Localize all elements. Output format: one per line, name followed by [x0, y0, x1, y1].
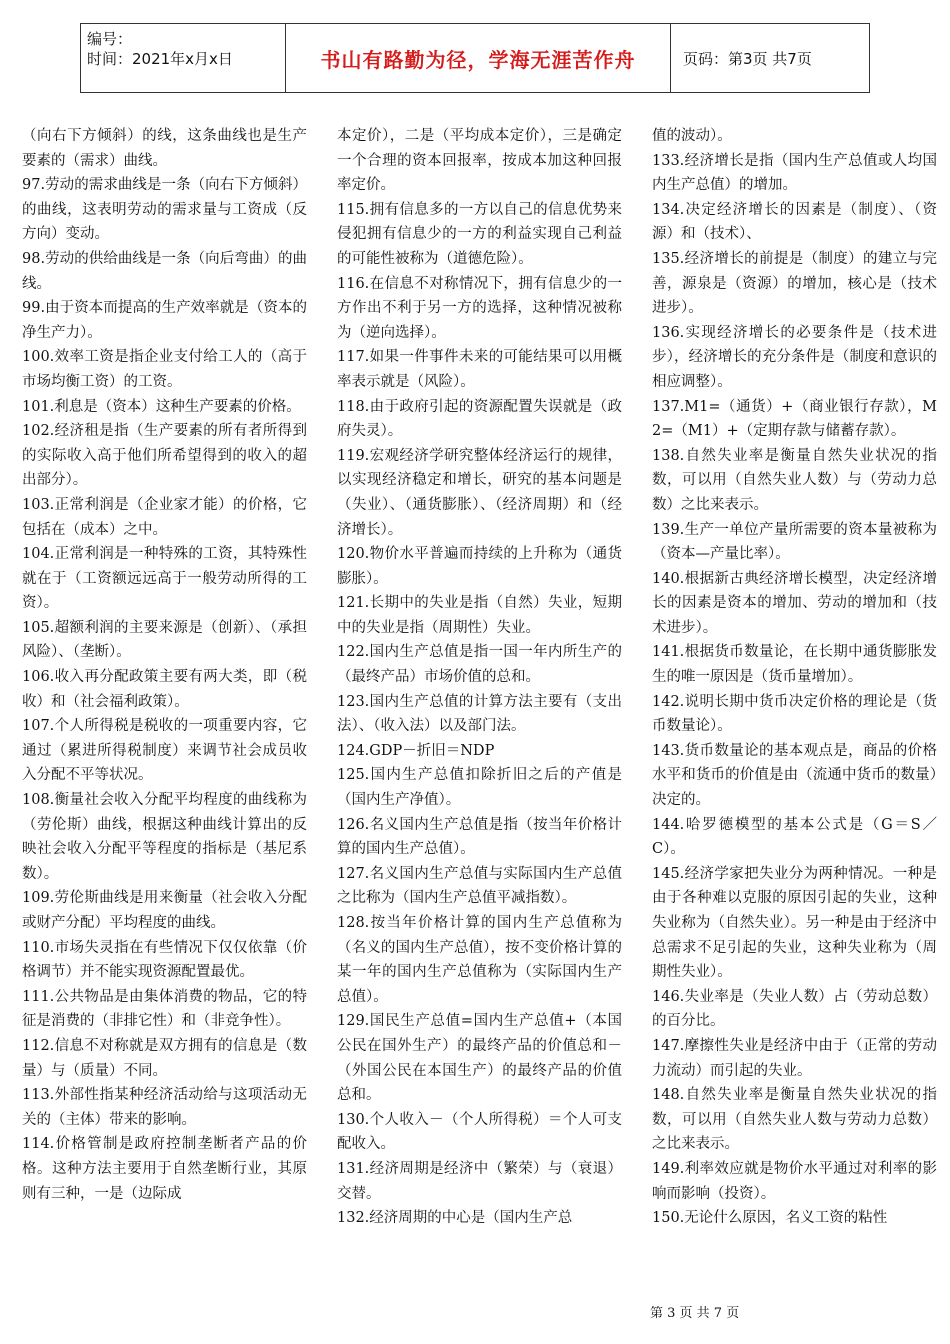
column-2 [337, 124, 622, 1294]
paragraph: 132.经济周期的中心是（国内生产总 [337, 1210, 573, 1227]
column-1 [22, 124, 307, 1294]
paragraph: 109.劳伦斯曲线是用来衡量（社会收入分配或财产分配）平均程度的曲线。 [22, 890, 307, 931]
paragraph: 113.外部性指某种经济活动给与这项活动无关的（主体）带来的影响。 [22, 1087, 307, 1128]
paragraph: 115.拥有信息多的一方以自己的信息优势来侵犯拥有信息少的一方的利益实现自己利益的可能性被称为（道德危险）。 [337, 201, 622, 267]
paragraph: 120.物价水平普遍而持续的上升称为（通货膨胀）。 [337, 546, 622, 587]
paragraph: 137.M1=（通货）+（商业银行存款），M2=（M1）+（定期存款与储蓄存款）。 [652, 398, 937, 440]
paragraph: 145.经济学家把失业分为两种情况。一种是由于各种难以克服的原因引起的失业，这种失业称为（自然失业）。另一种是由于经济中总需求不足引起的失业，这种失业称为（周期性失业）。 [652, 865, 937, 981]
paragraph: 146.失业率是（失业人数）占（劳动总数）的百分比。 [652, 988, 937, 1030]
paragraph: 135.经济增长的前提是（制度）的建立与完善，源泉是（资源）的增加，核心是（技术进步）。 [652, 250, 937, 317]
paragraph: （向右下方倾斜）的线，这条曲线也是生产要素的（需求）曲线。 [22, 128, 307, 169]
header-motto: 书山有路勤为径，学海无涯苦作舟 [286, 24, 671, 92]
paragraph: 148.自然失业率是衡量自然失业状况的指数，可以用（自然失业人数与劳动力总数）之比来表示。 [652, 1087, 937, 1153]
paragraph: 123.国内生产总值的计算方法主要有（支出法）、（收入法）以及部门法。 [337, 693, 622, 735]
paragraph: 138.自然失业率是衡量自然失业状况的指数，可以用（自然失业人数）与（劳动力总数）之比来表示。 [652, 447, 937, 513]
paragraph: 149.利率效应就是物价水平通过对利率的影响而影响（投资）。 [652, 1160, 937, 1202]
page-footer: 第 3 页 共 7 页 [650, 1306, 740, 1321]
document-date: 时间：2021年x月x日 [87, 50, 233, 68]
paragraph: 136.实现经济增长的必要条件是（技术进步），经济增长的充分条件是（制度和意识的相应调整）。 [652, 324, 937, 390]
paragraph: 140.根据新古典经济增长模型，决定经济增长的因素是资本的增加、劳动的增加和（技术进步）。 [652, 570, 937, 636]
paragraph: 142.说明长期中货币决定价格的理论是（货币数量论）。 [652, 693, 937, 735]
header-page-number: 页码：第3页 共7页 [683, 49, 812, 68]
text-columns [22, 124, 937, 1294]
paragraph: 98.劳动的供给曲线是一条（向后弯曲）的曲线。 [22, 250, 307, 292]
paragraph: 110.市场失灵指在有些情况下仅仅依靠（价格调节）并不能实现资源配置最优。 [22, 939, 307, 981]
paragraph: 127.名义国内生产总值与实际国内生产总值之比称为（国内生产总值平减指数）。 [337, 865, 622, 907]
paragraph: 112.信息不对称就是双方拥有的信息是（数量）与（质量）不同。 [22, 1037, 307, 1079]
column-3 [652, 124, 937, 1294]
paragraph: 119.宏观经济学研究整体经济运行的规律，以实现经济稳定和增长，研究的基本问题是（失业）、（通货膨胀）、（经济周期）和（经济增长）。 [337, 447, 622, 538]
paragraph: 117.如果一件事件未来的可能结果可以用概率表示就是（风险）。 [337, 349, 622, 390]
paragraph: 107.个人所得税是税收的一项重要内容，它通过（累进所得税制度）来调节社会成员收入分配不平等状况。 [22, 718, 307, 784]
paragraph: 116.在信息不对称情况下，拥有信息少的一方作出不利于另一方的选择，这种情况被称为（逆向选择）。 [337, 275, 622, 341]
paragraph: 121.长期中的失业是指（自然）失业，短期中的失业是指（周期性）失业。 [337, 595, 622, 636]
document-number-label: 编号： [87, 30, 133, 48]
paragraph: 99.由于资本而提高的生产效率就是（资本的净生产力）。 [22, 300, 307, 341]
paragraph: 131.经济周期是经济中（繁荣）与（衰退）交替。 [337, 1160, 622, 1202]
paragraph: 129.国民生产总值=国内生产总值+（本国公民在国外生产）的最终产品的价值总和－（外国公民在本国生产）的最终产品的价值总和。 [337, 1013, 622, 1104]
paragraph: 104.正常利润是一种特殊的工资，其特殊性就在于（工资额远远高于一般劳动所得的工资）。 [22, 546, 307, 612]
paragraph: 114.价格管制是政府控制垄断者产品的价格。这种方法主要用于自然垄断行业，其原则有三种，一是（边际成 [22, 1136, 307, 1202]
paragraph: 147.摩擦性失业是经济中由于（正常的劳动力流动）而引起的失业。 [652, 1037, 937, 1079]
paragraph: 124.GDP－折旧＝NDP [337, 742, 495, 759]
paragraph: 139.生产一单位产量所需要的资本量被称为（资本—产量比率）。 [652, 521, 937, 563]
paragraph: 130.个人收入－（个人所得税）＝个人可支配收入。 [337, 1111, 622, 1153]
paragraph: 141.根据货币数量论，在长期中通货膨胀发生的唯一原因是（货币量增加）。 [652, 644, 937, 686]
paragraph: 128.按当年价格计算的国内生产总值称为（名义的国内生产总值），按不变价格计算的某一年的国内生产总值称为（实际国内生产总值）。 [337, 915, 622, 1005]
paragraph: 106.收入再分配政策主要有两大类，即（税收）和（社会福利政策）。 [22, 669, 307, 710]
paragraph: 值的波动）。 [652, 128, 732, 144]
header-meta [81, 24, 286, 92]
paragraph: 122.国内生产总值是指一国一年内所生产的（最终产品）市场价值的总和。 [337, 644, 622, 686]
paragraph: 102.经济租是指（生产要素的所有者所得到的实际收入高于他们所希望得到的收入的超出部分）。 [22, 423, 307, 489]
paragraph: 150.无论什么原因，名义工资的粘性 [652, 1210, 888, 1227]
paragraph: 101.利息是（资本）这种生产要素的价格。 [22, 398, 301, 415]
paragraph: 111.公共物品是由集体消费的物品，它的特征是消费的（非排它性）和（非竞争性）。 [22, 988, 307, 1030]
paragraph: 118.由于政府引起的资源配置失误就是（政府失灵）。 [337, 398, 622, 440]
paragraph: 105.超额利润的主要来源是（创新）、（承担风险）、（垄断）。 [22, 619, 307, 661]
paragraph: 133.经济增长是指（国内生产总值或人均国内生产总值）的增加。 [652, 152, 937, 194]
paragraph: 97.劳动的需求曲线是一条（向右下方倾斜）的曲线，这表明劳动的需求量与工资成（反方向）变动。 [22, 177, 307, 243]
paragraph: 126.名义国内生产总值是指（按当年价格计算的国内生产总值）。 [337, 816, 622, 858]
paragraph: 108.衡量社会收入分配平均程度的曲线称为（劳伦斯）曲线，根据这种曲线计算出的反映社会收入分配平等程度的指标是（基尼系数）。 [22, 792, 307, 882]
paragraph: 134.决定经济增长的因素是（制度）、（资源）和（技术）、 [652, 201, 937, 243]
paragraph: 125.国内生产总值扣除折旧之后的产值是（国内生产净值）。 [337, 767, 622, 809]
paragraph: 103.正常利润是（企业家才能）的价格，它包括在（成本）之中。 [22, 496, 307, 538]
paragraph: 143.货币数量论的基本观点是，商品的价格水平和货币的价值是由（流通中货币的数量）决定的。 [652, 742, 937, 809]
paragraph: 144.哈罗德模型的基本公式是（G＝S／C）。 [652, 816, 937, 858]
paragraph: 本定价），二是（平均成本定价），三是确定一个合理的资本回报率，按成本加这种回报率定价。 [337, 128, 622, 194]
page-header [80, 23, 870, 93]
paragraph: 100.效率工资是指企业支付给工人的（高于市场均衡工资）的工资。 [22, 349, 307, 390]
